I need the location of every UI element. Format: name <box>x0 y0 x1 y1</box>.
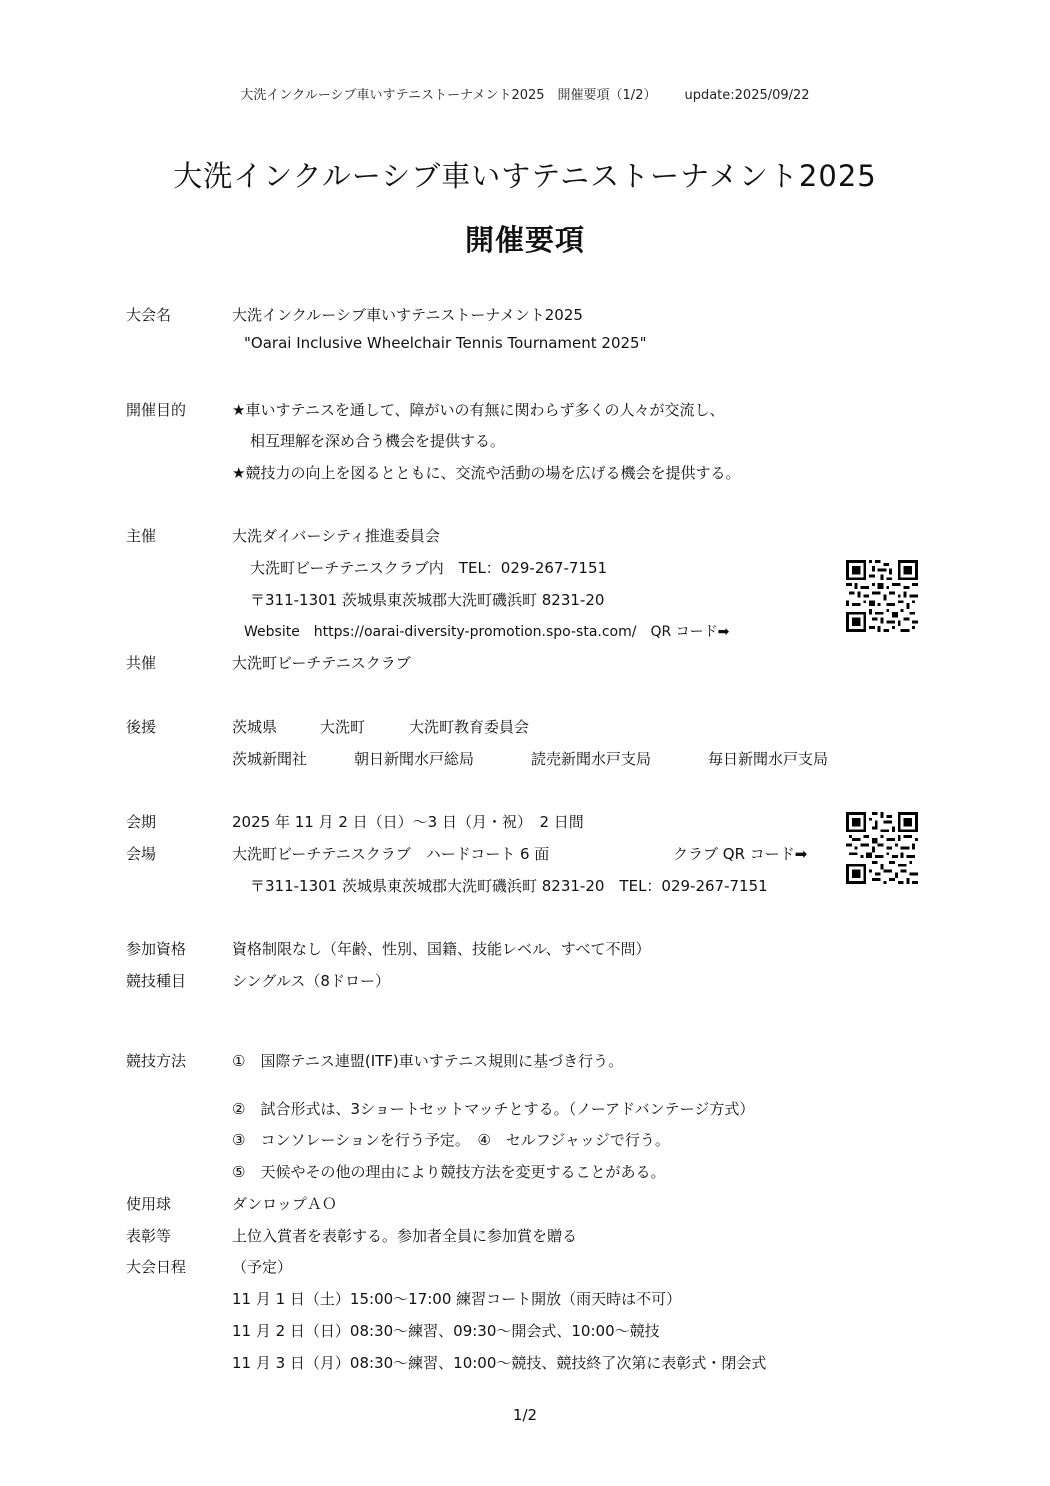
support-label: 後援 <box>126 718 157 736</box>
eligibility-value: 資格制限なし（年齢、性別、国籍、技能レベル、すべて不問） <box>232 940 651 958</box>
awards-label: 表彰等 <box>126 1227 172 1245</box>
schedule-label: 大会日程 <box>126 1258 187 1276</box>
organizer-name: 大洗ダイバーシティ推進委員会 <box>232 527 440 545</box>
ball-label: 使用球 <box>126 1195 172 1213</box>
organizer-website[interactable]: Website https://oarai-diversity-promotion.spo-sta.com/ QR コード➡ <box>244 624 730 640</box>
header-title: 大洗インクルーシブ車いすテニストーナメント2025 開催要項（1/2） <box>240 88 657 103</box>
event-name-en: "Oarai Inclusive Wheelchair Tennis Tournament 2025" <box>244 334 647 352</box>
header-update: update:2025/09/22 <box>684 88 810 103</box>
support-item: 読売新聞水戸支局 <box>531 750 652 768</box>
page-title: 大洗インクルーシブ車いすテニストーナメント2025 <box>173 159 877 193</box>
support-item: 茨城新聞社 <box>232 750 308 768</box>
schedule-day-2: 11 月 2 日（日）08:30～練習、09:30～開会式、10:00～競技 <box>232 1322 660 1340</box>
website-qr-code[interactable] <box>846 560 918 632</box>
venue-label: 会場 <box>126 845 157 863</box>
method-item-3-4: ③ コンソレーションを行う予定。 ④ セルフジャッジで行う。 <box>232 1131 670 1149</box>
events-label: 競技種目 <box>126 972 187 990</box>
club-qr-code[interactable] <box>846 812 918 884</box>
ball-value: ダンロップＡＯ <box>232 1195 337 1213</box>
support-item: 朝日新聞水戸総局 <box>354 750 475 768</box>
page-subtitle: 開催要項 <box>464 223 585 257</box>
purpose-label: 開催目的 <box>126 401 187 419</box>
organizer-contact: 大洗町ビーチテニスクラブ内 TEL：029-267-7151 <box>250 559 608 577</box>
awards-value: 上位入賞者を表彰する。参加者全員に参加賞を贈る <box>232 1227 578 1245</box>
running-header <box>0 84 1050 103</box>
method-item-1: ① 国際テニス連盟(ITF)車いすテニス規則に基づき行う。 <box>232 1052 624 1070</box>
method-item-5: ⑤ 天候やその他の理由により競技方法を変更することがある。 <box>232 1163 666 1181</box>
purpose-line-2: 相互理解を深め合う機会を提供する。 <box>250 432 506 450</box>
period-value: 2025 年 11 月 2 日（日）～3 日（月・祝） 2 日間 <box>232 813 584 831</box>
page-number: 1/2 <box>512 1406 538 1424</box>
support-item: 茨城県 <box>232 718 278 736</box>
schedule-day-1: 11 月 1 日（土）15:00～17:00 練習コート開放（雨天時は不可） <box>232 1290 682 1308</box>
method-item-2: ② 試合形式は、3ショートセットマッチとする。（ノーアドバンテージ方式） <box>232 1100 755 1118</box>
organizer-label: 主催 <box>126 527 157 545</box>
venue-address: 〒311-1301 茨城県東茨城郡大洗町磯浜町 8231-20 TEL：029-267-7151 <box>250 877 768 895</box>
venue-value: 大洗町ビーチテニスクラブ ハードコート 6 面 <box>232 845 550 863</box>
venue-qr-note: クラブ QR コード➡ <box>673 845 808 863</box>
support-item: 大洗町教育委員会 <box>409 718 530 736</box>
eligibility-label: 参加資格 <box>126 940 187 958</box>
period-label: 会期 <box>126 813 157 831</box>
co-host-label: 共催 <box>126 654 157 672</box>
support-item: 毎日新聞水戸支局 <box>708 750 829 768</box>
support-item: 大洗町 <box>320 718 366 736</box>
method-label: 競技方法 <box>126 1052 187 1070</box>
organizer-address: 〒311-1301 茨城県東茨城郡大洗町磯浜町 8231-20 <box>250 591 605 609</box>
event-name-label: 大会名 <box>126 306 172 324</box>
events-value: シングルス（8ドロー） <box>232 972 390 990</box>
schedule-day-3: 11 月 3 日（月）08:30～練習、10:00～競技、競技終了次第に表彰式・閉会式 <box>232 1354 767 1372</box>
schedule-note: （予定） <box>232 1258 293 1276</box>
purpose-line-3: ★競技力の向上を図るとともに、交流や活動の場を広げる機会を提供する。 <box>232 464 741 482</box>
event-name-ja: 大洗インクルーシブ車いすテニストーナメント2025 <box>232 306 583 324</box>
co-host-name: 大洗町ビーチテニスクラブ <box>232 654 411 672</box>
purpose-line-1: ★車いすテニスを通して、障がいの有無に関わらず多くの人々が交流し、 <box>232 401 725 419</box>
